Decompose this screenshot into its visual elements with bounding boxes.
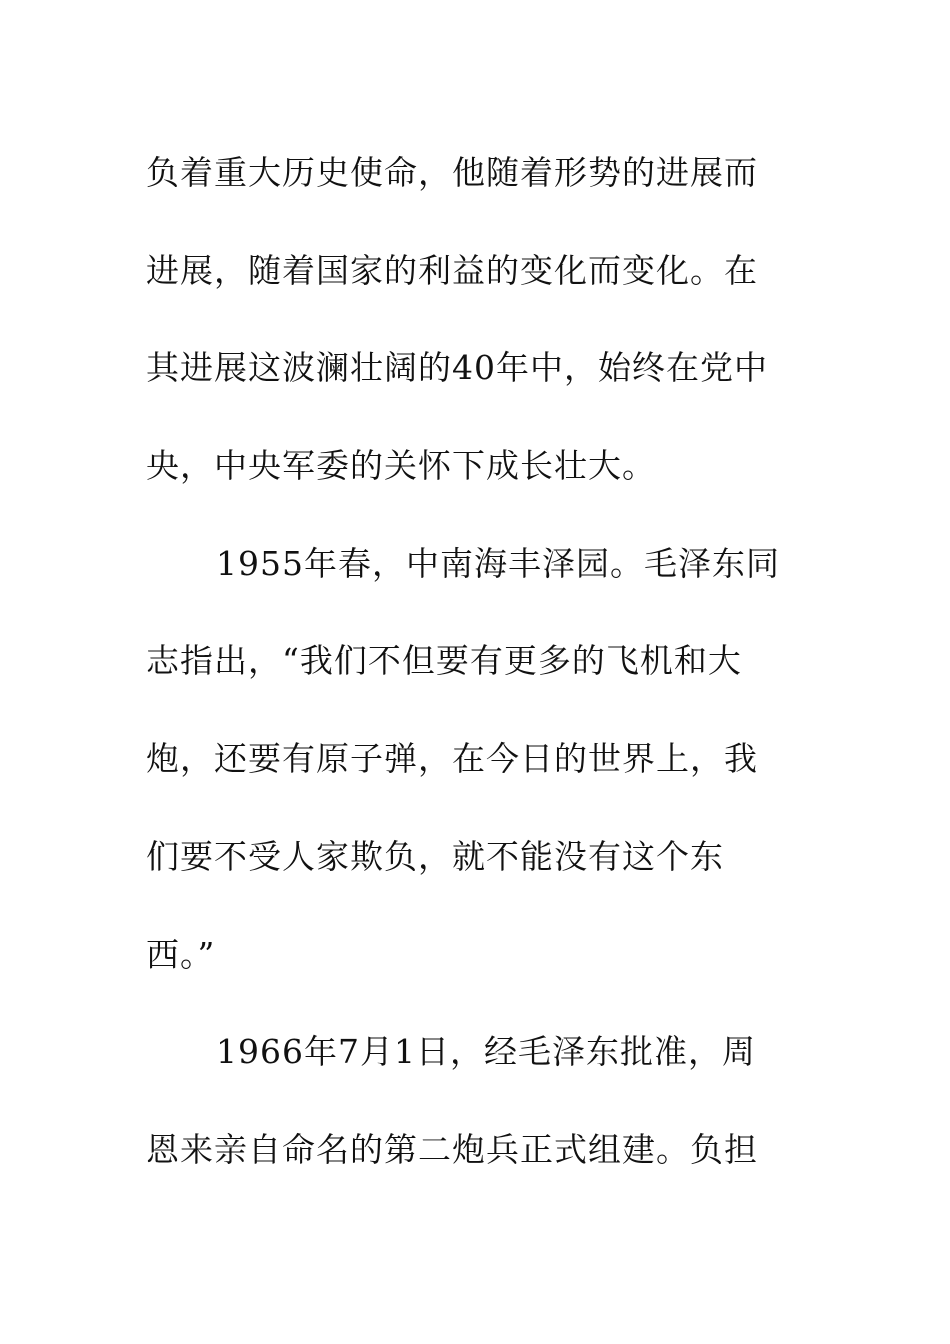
text-line: 志指出，“我们不但要有更多的飞机和大 — [146, 641, 742, 681]
paragraph-start-line: 1955年春，中南海丰泽园。毛泽东同 — [216, 543, 780, 583]
text-line: 恩来亲自命名的第二炮兵正式组建。负担 — [146, 1129, 758, 1169]
body-text — [146, 124, 806, 1199]
text-line: 央，中央军委的关怀下成长壮大。 — [146, 446, 656, 486]
paragraph-start-line: 1966年7月1日，经毛泽东批准，周 — [216, 1032, 756, 1072]
text-line: 其进展这波澜壮阔的40年中，始终在党中 — [146, 348, 768, 388]
text-line: 们要不受人家欺负，就不能没有这个东 — [146, 836, 724, 876]
text-line: 炮，还要有原子弹，在今日的世界上，我 — [146, 739, 758, 779]
text-line: 进展，随着国家的利益的变化而变化。在 — [146, 250, 758, 290]
text-line: 负着重大历史使命，他随着形势的进展而 — [146, 153, 758, 192]
text-line: 西。” — [146, 934, 216, 974]
